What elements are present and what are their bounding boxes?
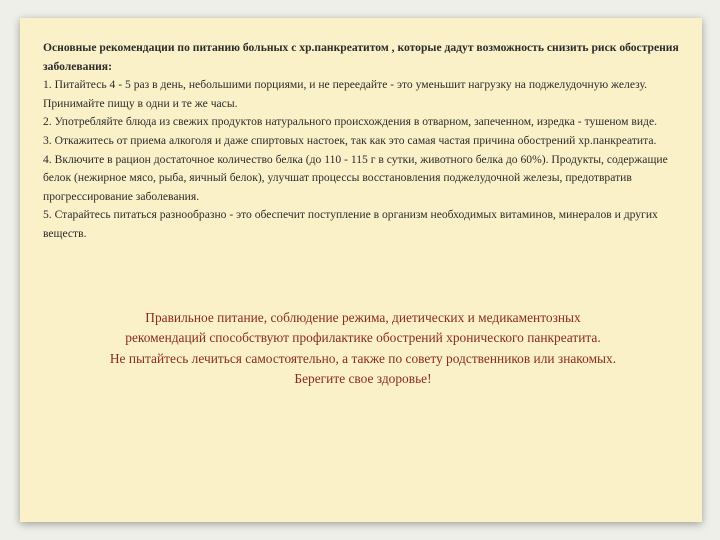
recommendations-heading: Основные рекомендации по питанию больных с хр.панкреатитом , которые дадут возможность снизить риск обострения заболевания: <box>43 41 679 73</box>
recommendation-item-3: 3. Откажитесь от приема алкоголя и даже спиртовых настоек, так как это самая частая причина обострений хр.панкреатита. <box>43 133 657 147</box>
closing-line-2: рекомендаций способствуют профилактике обострений хронического панкреатита. <box>125 330 601 346</box>
recommendations-text <box>43 39 683 244</box>
closing-line-1: Правильное питание, соблюдение режима, диетических и медикаментозных <box>145 310 581 325</box>
closing-line-3: Не пытайтесь лечиться самостоятельно, а также по совету родственников или знакомых. <box>109 350 617 366</box>
content-panel <box>20 18 702 522</box>
closing-line-4: Берегите свое здоровье! <box>294 371 432 387</box>
recommendation-item-2: 2. Употребляйте блюда из свежих продуктов натурального происхождения в отварном, запеченном, изредка - тушеном виде. <box>43 115 657 129</box>
recommendation-item-5: 5. Старайтесь питаться разнообразно - это обеспечит поступление в организм необходимых витаминов, минералов и других веществ. <box>43 208 658 240</box>
recommendation-item-1: 1. Питайтесь 4 - 5 раз в день, небольшими порциями, и не переедайте - это уменьшит нагрузку на поджелудочную железу. Принимайте пищу в одни и те же часы. <box>43 78 648 110</box>
closing-advice <box>43 308 683 390</box>
recommendation-item-4: 4. Включите в рацион достаточное количество белка (до 110 - 115 г в сутки, животного белка до 60%). Продукты, содержащие белок (нежирное мясо, рыба, яичный белок), улучшат процессы восстановления поджелудочной железы, предотвратив прогрессирование заболевания. <box>43 152 668 203</box>
